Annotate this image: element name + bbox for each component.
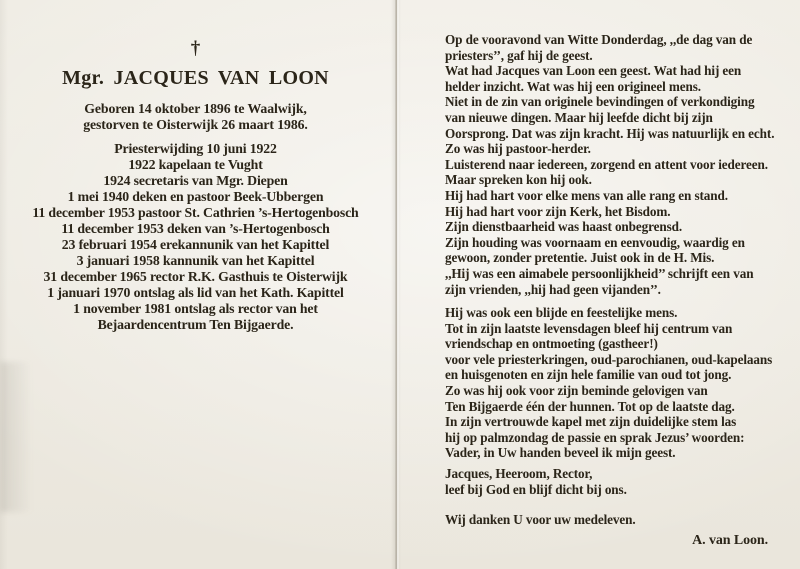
timeline-entry: 1924 secretaris van Mgr. Diepen [103, 173, 288, 188]
text-line: voor vele priesterkringen, oud-parochianen, oud-kapelaans [445, 351, 773, 367]
text-line: van nieuwe dingen. Maar hij leefde dicht bij zijn [445, 109, 713, 125]
text-line: Zo was hij ook voor zijn beminde gelovigen van [445, 383, 708, 399]
text-line: Hij was ook een blijde en feestelijke mens. [445, 305, 678, 321]
text-line: hij op palmzondag de passie en sprak Jezus’ woorden: [445, 429, 745, 445]
text-line: In zijn vertrouwde kapel met zijn duidelijke stem las [445, 414, 737, 430]
timeline-entry: Priesterwijding 10 juni 1922 [114, 141, 277, 156]
text-line: Oorsprong. Dat was zijn kracht. Hij was natuurlijk en echt. [445, 125, 775, 141]
life-date-line: gestorven te Oisterwijk 26 maart 1986. [83, 117, 308, 132]
text-line: gewoon, zonder pretentie. Juist ook in de H. Mis. [445, 250, 715, 266]
text-line: Jacques, Heeroom, Rector, [445, 466, 593, 482]
text-line: ,,Hij was een aimabele persoonlijkheid’’ schrijft een van [445, 265, 754, 281]
eulogy-paragraph-thanks [445, 512, 790, 528]
text-line: Zijn houding was voornaam en eenvoudig, waardig en [445, 234, 745, 250]
text-line: vriendschap en ontmoeting (gastheer!) [445, 336, 658, 352]
text-line: Niet in de zin van originele bevindingen of verkondiging [445, 94, 755, 110]
life-date-line: Geboren 14 oktober 1896 te Waalwijk, [84, 101, 307, 116]
memorial-card-left-page [0, 0, 397, 569]
text-line: priesters’’, gaf hij de geest. [445, 47, 593, 63]
text-line: Zo was hij pastoor-herder. [445, 141, 591, 157]
text-line: Tot in zijn laatste levensdagen bleef hij centrum van [445, 320, 733, 336]
timeline-entry: 23 februari 1954 erekannunik van het Kapittel [61, 237, 330, 252]
eulogy-paragraph-opening [445, 32, 790, 297]
text-line: Op de vooravond van Witte Donderdag, ,,de dag van de [445, 32, 753, 47]
text-line: Luisterend naar iedereen, zorgend en attent voor iedereen. [445, 156, 768, 172]
eulogy-paragraph-festive [445, 305, 790, 461]
deceased-name: Mgr. JACQUES VAN LOON [62, 67, 329, 89]
eulogy-paragraph-farewell [445, 466, 790, 497]
signature: A. van Loon. [692, 532, 768, 548]
text-line: helder inzicht. Wat was hij een origineel mens. [445, 78, 701, 94]
text-line: Vader, in Uw handen beveel ik mijn geest. [445, 445, 676, 461]
memorial-card-right-page [399, 0, 800, 569]
timeline-entry: 1 januari 1970 ontslag als lid van het Kath. Kapittel [47, 285, 344, 300]
text-line: Hij had hart voor elke mens van alle rang en stand. [445, 187, 728, 203]
text-line: Wij danken U voor uw medeleven. [445, 512, 636, 528]
timeline-entry: 1922 kapelaan te Vught [128, 157, 263, 172]
text-line: en huisgenoten en zijn hele familie van oud tot jong. [445, 367, 732, 383]
timeline-entry: 31 december 1965 rector R.K. Gasthuis te Oisterwijk [43, 269, 348, 284]
text-line: Maar spreken kon hij ook. [445, 172, 592, 188]
timeline-entry: 3 januari 1958 kannunik van het Kapittel [76, 253, 315, 268]
timeline-entry: 1 november 1981 ontslag als rector van het [73, 301, 318, 316]
text-line: leef bij God en blijf dicht bij ons. [445, 481, 627, 497]
text-line: zijn vrienden, ,,hij had geen vijanden’’. [445, 281, 661, 297]
timeline-entry: Bejaardencentrum Ten Bijgaerde. [97, 317, 294, 332]
text-line: Wat had Jacques van Loon een geest. Wat had hij een [445, 63, 742, 79]
life-dates [4, 101, 387, 133]
timeline-entry: 11 december 1953 pastoor St. Cathrien ’s-Hertogenbosch [32, 205, 359, 220]
text-line: Ten Bijgaerde één der hunnen. Tot op de laatste dag. [445, 398, 735, 414]
timeline-entry: 11 december 1953 deken van ’s-Hertogenbosch [61, 221, 330, 236]
text-line: Zijn dienstbaarheid was haast onbegrensd. [445, 219, 683, 235]
career-timeline [4, 141, 387, 333]
text-line: Hij had hart voor zijn Kerk, het Bisdom. [445, 203, 671, 219]
cross-icon: † [190, 38, 201, 59]
timeline-entry: 1 mei 1940 deken en pastoor Beek-Ubbergen [67, 189, 324, 204]
